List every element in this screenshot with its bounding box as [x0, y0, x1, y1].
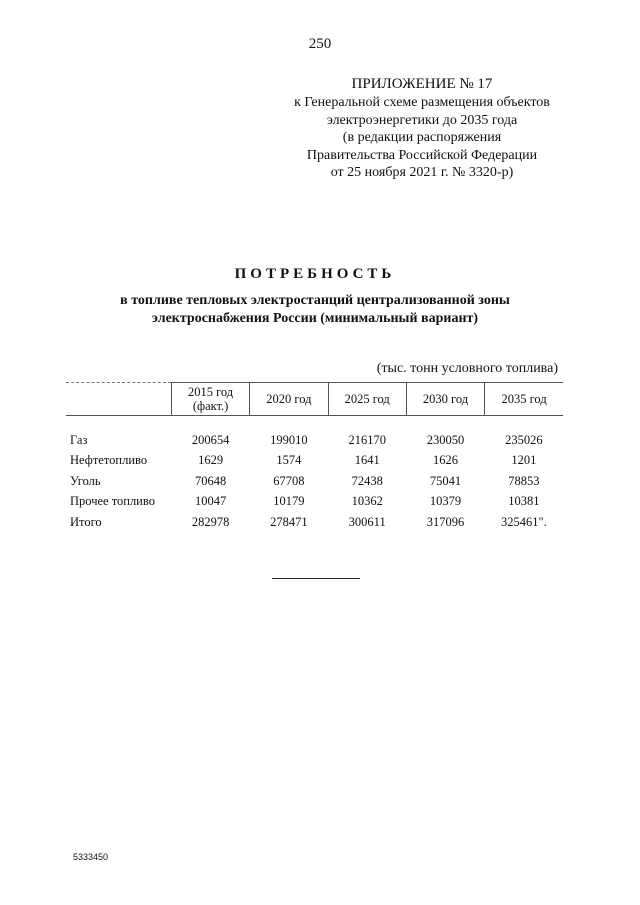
table-cell: 1629 [198, 453, 224, 468]
table-cell: 199010 [270, 432, 308, 447]
table-spacer [66, 416, 563, 431]
table-cell: 230050 [426, 432, 465, 447]
column-header-line: 2020 год [266, 392, 312, 406]
closing-rule [272, 578, 360, 579]
table-cell: 300611 [348, 514, 386, 529]
table-cell: 216170 [348, 432, 386, 447]
table-cell: 1574 [276, 453, 302, 468]
subtitle-line: в топливе тепловых электростанций централизованной зоны [120, 293, 510, 308]
column-header-line: 2025 год [344, 392, 390, 406]
row-label: Газ [70, 432, 88, 447]
table-cell: 200654 [191, 432, 230, 447]
column-header-2035 [485, 383, 563, 416]
subtitle-line: электроснабжения России (минимальный вариант) [151, 311, 479, 326]
column-header-line: 2015 год [187, 385, 234, 399]
appendix-title: ПРИЛОЖЕНИЕ № 17 [351, 76, 493, 92]
table-cell: 235026 [505, 432, 543, 447]
table-cell: 1641 [354, 453, 380, 468]
row-label: Уголь [70, 473, 101, 488]
appendix-line: к Генеральной схеме размещения объектов [294, 95, 550, 110]
table-cell: 70648 [194, 473, 227, 488]
column-header-2030 [406, 383, 484, 416]
appendix-line: Правительства Российской Федерации [306, 147, 538, 163]
document-code: 5333450 [73, 852, 109, 862]
table-header-row [66, 383, 563, 416]
table-cell: 1626 [433, 453, 459, 468]
units-note: (тыс. тонн условного топлива) [376, 361, 558, 376]
row-label: Нефтетопливо [70, 453, 148, 468]
document-subtitle [0, 292, 630, 328]
table-cell: 1201 [511, 453, 537, 468]
column-header-line: 2035 год [501, 392, 547, 406]
table-row [66, 451, 563, 472]
table-row [66, 492, 563, 513]
table-cell: 78853 [508, 473, 540, 488]
page-number: 250 [308, 36, 332, 52]
table-cell: 10047 [194, 494, 227, 509]
table-cell: 72438 [351, 473, 383, 488]
table-cell: 282978 [191, 514, 230, 529]
column-header-2020 [250, 383, 328, 416]
column-header-2015 [171, 383, 249, 416]
appendix-line: от 25 ноября 2021 г. № 3320-р) [330, 165, 514, 180]
column-header-line: (факт.) [192, 399, 229, 413]
table-cell: 10362 [351, 494, 383, 509]
appendix-line: электроэнергетики до 2035 года [326, 112, 518, 128]
table-row [66, 471, 563, 492]
header-cell-empty [66, 383, 171, 416]
column-header-2025 [328, 383, 406, 416]
table-cell: 325461". [500, 514, 547, 529]
table-cell: 67708 [273, 473, 305, 488]
fuel-demand-table [66, 382, 563, 533]
row-label: Итого [70, 514, 102, 529]
column-header-line: 2030 год [422, 392, 469, 406]
row-label: Прочее топливо [70, 494, 155, 509]
table-cell: 10379 [429, 494, 462, 509]
table-cell: 10381 [508, 494, 540, 509]
table-cell: 75041 [429, 473, 462, 488]
table-row [66, 430, 563, 451]
table-cell: 278471 [270, 514, 308, 529]
table-cell: 317096 [426, 514, 465, 529]
table-cell: 10179 [273, 494, 305, 509]
table-row-total [66, 512, 563, 533]
appendix-line: (в редакции распоряжения [342, 130, 502, 145]
document-heading: ПОТРЕБНОСТЬ [234, 266, 396, 282]
appendix-header [262, 75, 582, 182]
